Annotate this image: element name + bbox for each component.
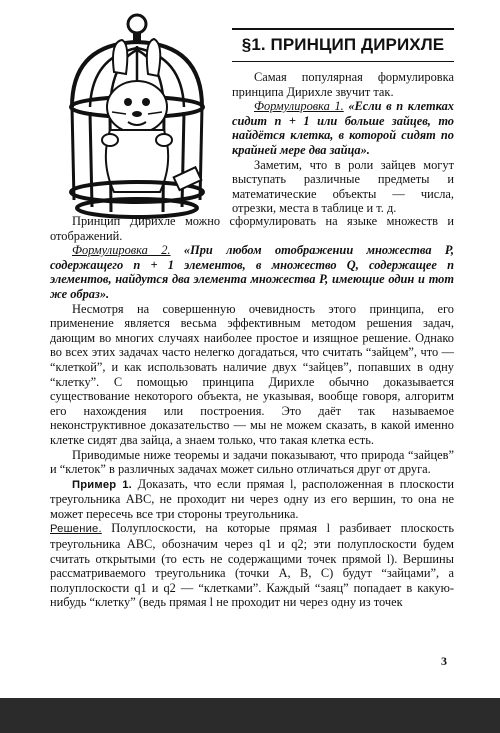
nature-paragraph: Приводимые ниже теоремы и задачи показывают, что природа “зайцев” и “клеток” в различных задачах может сильно отличаться друг от друга. bbox=[50, 447, 454, 477]
formulation-1 bbox=[232, 99, 454, 157]
formulation-2-text: «При любом отображении множества P, содержащего n + 1 элементов, в множество Q, содержащее n элементов, найдутся два элемента множества P, имеющие один и тот же образ». bbox=[50, 243, 454, 301]
intro-column bbox=[232, 70, 454, 216]
rabbit-in-cage-icon bbox=[52, 12, 222, 222]
formulation-1-text: «Если в n клетках сидит n + 1 или больше зайцев, то найдётся клетка, в которой сидят по крайней мере два зайца». bbox=[232, 99, 454, 157]
section-heading: §1. ПРИНЦИП ДИРИХЛЕ bbox=[241, 35, 445, 54]
section-header bbox=[232, 28, 454, 62]
example-text: Доказать, что если прямая l, расположенная в плоскости треугольника ABC, не проходит ни через одну из его вершин, то она не может пересечь все три стороны треугольника. bbox=[50, 476, 454, 521]
solution-label: Решение. bbox=[50, 523, 102, 536]
solution bbox=[50, 521, 454, 610]
formulation-1-label: Формулировка 1. bbox=[254, 99, 344, 114]
remark-paragraph: Заметим, что в роли зайцев могут выступать различные предметы и математические объекты — числа, отрезки, места в таблице и т. д. bbox=[232, 157, 454, 216]
example-label: Пример 1. bbox=[72, 478, 132, 491]
formulation-2-label: Формулировка 2. bbox=[72, 243, 171, 258]
main-text bbox=[50, 214, 454, 610]
effectiveness-paragraph: Несмотря на совершенную очевидность этого принципа, его применение является весьма эффективным методом решения задач, дающим во многих случаях наиболее простое и изящное решение. Однако во всех этих задачах часто нелегко догадаться, что считать “зайцем”, что — “клеткой”, и как использовать наличие двух “зайцев”, попавших в одну “клетку”. С помощью принципа Дирихле обычно доказывается существование некоторого объекта, не указывая, вообще говоря, алгоритм его нахождения или построения. Это даёт так называемое неконструктивное доказательство — мы не можем сказать, в какой именно клетке сидят два зайца, а знаем только, что такая клетка есть. bbox=[50, 301, 454, 447]
solution-text: Полуплоскости, на которые прямая l разбивает плоскость треугольника ABC, обозначим через q1 и q2; эти полуплоскости будем считать открытыми (то есть не содержащими точек прямой l). Вершины рассматриваемого треугольника (точки A, B, C) будут “зайцами”, а полуплоскости q1 и q2 — “клетками”. Каждый “заяц” попадает в какую-нибудь “клетку” (ведь прямая l не проходит ни через одну из точек bbox=[50, 521, 454, 610]
formulation-2 bbox=[50, 243, 454, 301]
sets-paragraph: Принцип Дирихле можно сформулировать на языке множеств и отображений. bbox=[50, 214, 454, 243]
intro-paragraph: Самая популярная формулировка принципа Дирихле звучит так. bbox=[232, 70, 454, 99]
page-number: 3 bbox=[441, 654, 447, 668]
scan-bottom-bar bbox=[0, 698, 500, 733]
header-rule-bottom bbox=[232, 61, 454, 62]
example-1 bbox=[50, 477, 454, 522]
